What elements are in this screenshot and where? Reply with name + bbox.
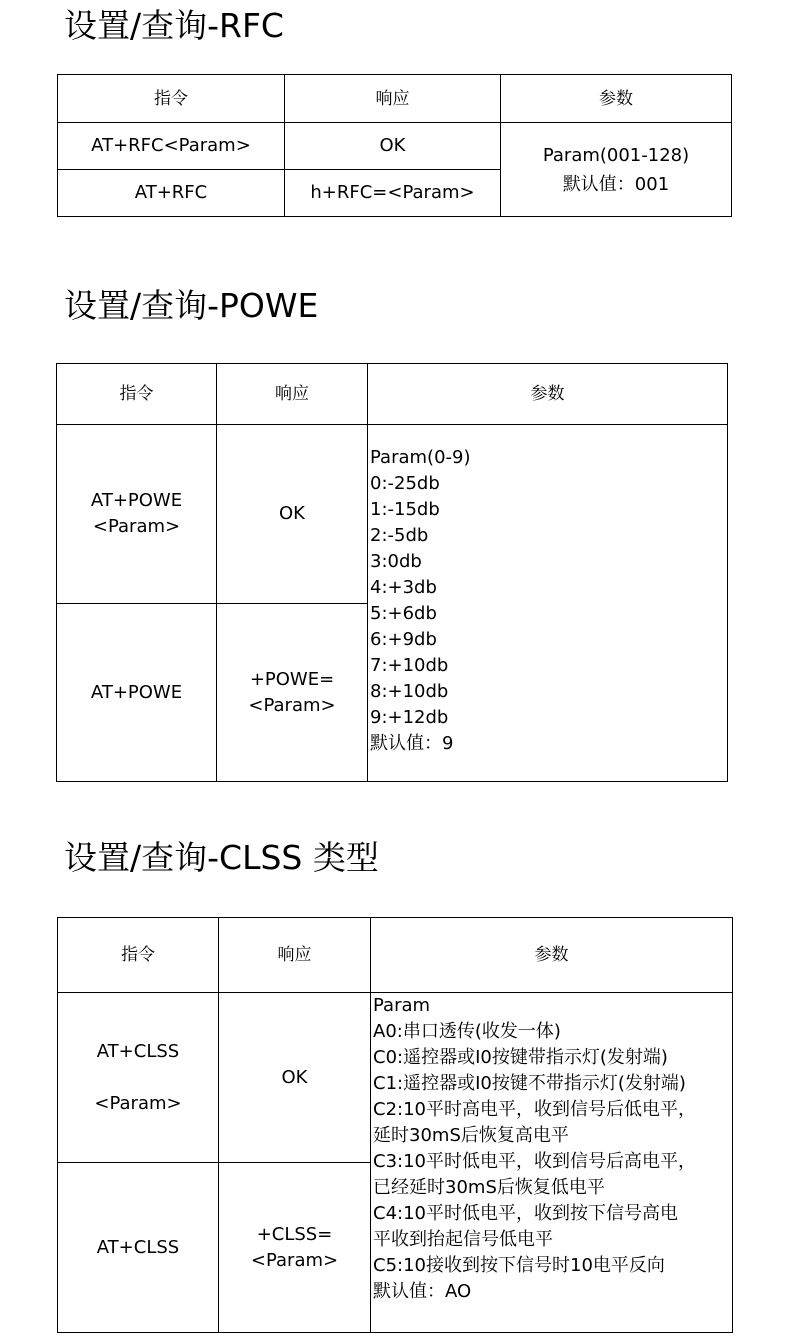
rfc-table [57, 74, 732, 217]
header-command: 指令 [57, 364, 217, 425]
param-line: C3:10平时低电平，收到信号后高电平， [373, 1151, 696, 1172]
param-line: C1:遥控器或I0按键不带指示灯(发射端) [373, 1073, 686, 1094]
section-title-powe: 设置/查询-POWE [64, 286, 319, 325]
response-cell [217, 604, 368, 782]
param-line: 默认值：001 [562, 173, 670, 195]
response-cell: h+RFC=<Param> [285, 170, 501, 217]
command-cell [58, 993, 219, 1163]
response-line: OK [279, 503, 305, 524]
param-line: Param [373, 995, 431, 1016]
param-line: 已经延时30mS后恢复低电平 [373, 1177, 605, 1198]
param-line: Param(0-9) [370, 447, 471, 468]
param-line: 平收到抬起信号低电平 [373, 1229, 553, 1250]
response-cell [219, 1163, 371, 1333]
header-command: 指令 [58, 75, 285, 123]
clss-table [57, 917, 733, 1333]
param-line: C4:10平时低电平，收到按下信号高电 [373, 1203, 678, 1224]
command-cell [57, 604, 217, 782]
param-line: 延时30mS后恢复高电平 [373, 1125, 569, 1146]
response-line: +CLSS= [256, 1223, 333, 1245]
section-title-clss: 设置/查询-CLSS 类型 [64, 838, 379, 877]
response-line: +POWE= [249, 668, 335, 690]
command-line: <Param> [94, 1092, 182, 1114]
param-line: 5:+6db [370, 603, 437, 624]
param-line: C5:10接收到按下信号时10电平反向 [373, 1255, 665, 1276]
param-line: C0:遥控器或I0按键带指示灯(发射端) [373, 1047, 668, 1068]
header-response: 响应 [217, 364, 368, 425]
params-cell [501, 123, 732, 217]
command-line: AT+POWE [90, 490, 183, 511]
powe-table [56, 363, 728, 782]
param-line: 默认值：AO [373, 1281, 472, 1302]
param-line: A0:串口透传(收发一体) [373, 1021, 561, 1042]
param-line: 2:-5db [370, 525, 429, 546]
response-cell: OK [285, 123, 501, 170]
command-line: AT+POWE [90, 681, 183, 703]
params-cell [371, 993, 733, 1333]
param-line: 7:+10db [370, 655, 449, 676]
command-line: AT+CLSS [96, 1040, 180, 1062]
params-cell [368, 425, 728, 782]
command-line: AT+CLSS [96, 1236, 180, 1258]
header-params: 参数 [368, 364, 728, 425]
param-line: 6:+9db [370, 629, 437, 650]
header-response: 响应 [285, 75, 501, 123]
section-title-rfc: 设置/查询-RFC [64, 6, 284, 45]
header-params: 参数 [371, 918, 733, 993]
param-line: 默认值：9 [370, 733, 454, 754]
response-cell [219, 993, 371, 1163]
param-line: 4:+3db [370, 577, 437, 598]
param-line: C2:10平时高电平，收到信号后低电平， [373, 1099, 696, 1120]
param-line: Param(001-128) [542, 144, 690, 166]
command-cell: AT+RFC<Param> [58, 123, 285, 170]
param-line: 0:-25db [370, 473, 440, 494]
response-cell [217, 425, 368, 604]
header-params: 参数 [501, 75, 732, 123]
param-line: 3:0db [370, 551, 422, 572]
response-line: OK [281, 1066, 308, 1088]
header-command: 指令 [58, 918, 219, 993]
command-cell [57, 425, 217, 604]
param-line: 9:+12db [370, 707, 449, 728]
command-line: <Param> [92, 516, 181, 537]
command-cell: AT+RFC [58, 170, 285, 217]
response-line: <Param> [248, 694, 336, 716]
command-cell [58, 1163, 219, 1333]
param-line: 8:+10db [370, 681, 449, 702]
header-response: 响应 [219, 918, 371, 993]
response-line: <Param> [250, 1249, 339, 1271]
param-line: 1:-15db [370, 499, 440, 520]
